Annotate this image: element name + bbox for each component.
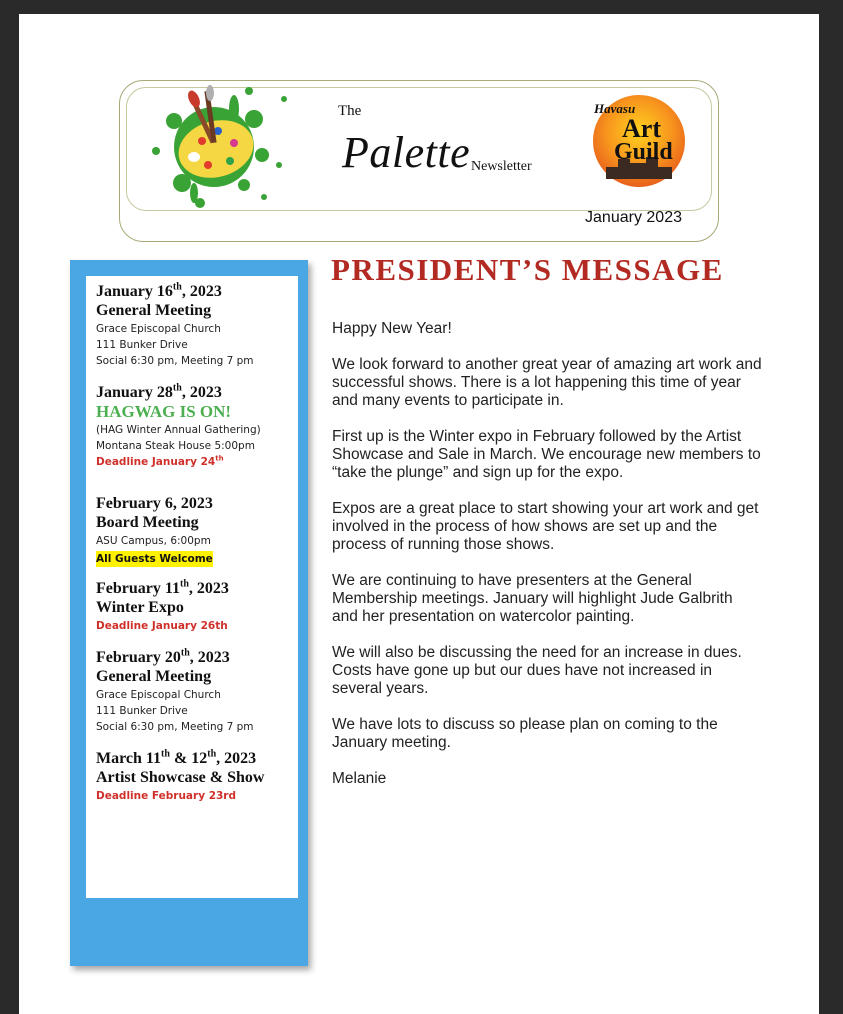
events-sidebar — [70, 260, 308, 966]
event-detail: ASU Campus, 6:00pm — [96, 535, 211, 547]
event-detail: 111 Bunker Drive — [96, 705, 188, 717]
event-deadline: Deadline January 26th — [96, 620, 228, 632]
message-paragraph: We are continuing to have presenters at the General Membership meetings. January will highlight Jude Galbrith and her presentation on watercolor painting. — [332, 572, 733, 625]
event-date: January 28th, 2023 — [96, 382, 222, 401]
events-panel — [86, 276, 298, 898]
newsletter-title: Palette — [342, 128, 471, 177]
event-list — [96, 282, 296, 804]
paint-palette-icon — [134, 85, 294, 215]
message-paragraph: Expos are a great place to start showing your art work and get involved in the process of how shows are set up and the process of running those shows. — [332, 500, 759, 553]
event-detail: (HAG Winter Annual Gathering) — [96, 424, 261, 436]
event-detail: Grace Episcopal Church — [96, 689, 221, 701]
message-paragraph: Happy New Year! — [332, 320, 452, 337]
presidents-message-heading: PRESIDENT’S MESSAGE — [331, 252, 724, 287]
event-title: Board Meeting — [96, 514, 199, 531]
logo-art: Art — [622, 114, 661, 143]
newsletter-subtitle: Newsletter — [471, 159, 532, 174]
masthead-the: The — [338, 103, 362, 119]
event-title: HAGWAG IS ON! — [96, 402, 232, 421]
event-item — [96, 282, 296, 369]
event-date: February 11th, 2023 — [96, 578, 229, 597]
message-signature: Melanie — [332, 770, 387, 787]
guests-welcome-badge: All Guests Welcome — [96, 553, 213, 565]
event-deadline: Deadline January 24th — [96, 454, 224, 468]
event-deadline: Deadline February 23rd — [96, 790, 236, 802]
event-date: March 11th & 12th, 2023 — [96, 748, 257, 767]
event-detail: Montana Steak House 5:00pm — [96, 440, 255, 452]
event-date: February 6, 2023 — [96, 495, 213, 512]
logo-guild: Guild — [614, 139, 673, 165]
message-paragraph: We will also be discussing the need for an increase in dues. Costs have gone up but our dues have not increased in several years. — [332, 644, 742, 697]
event-title: Winter Expo — [96, 599, 184, 616]
event-title: General Meeting — [96, 668, 212, 685]
message-paragraph: First up is the Winter expo in February followed by the Artist Showcase and Sale in March. We encourage new members to “take the plunge” and sign up for the expo. — [332, 428, 761, 481]
event-detail: Grace Episcopal Church — [96, 323, 221, 335]
event-title: General Meeting — [96, 302, 212, 319]
event-item — [96, 494, 296, 567]
event-date: February 20th, 2023 — [96, 647, 230, 666]
event-item — [96, 749, 296, 804]
event-item — [96, 579, 296, 634]
event-detail: 111 Bunker Drive — [96, 339, 188, 351]
event-title: Artist Showcase & Show — [96, 769, 265, 786]
message-paragraph: We have lots to discuss so please plan on coming to the January meeting. — [332, 716, 718, 751]
issue-date: January 2023 — [585, 209, 682, 226]
event-item — [96, 648, 296, 735]
logo-havasu: Havasu — [594, 101, 636, 116]
newsletter-page — [19, 14, 819, 1014]
event-item — [96, 383, 296, 470]
masthead — [119, 80, 719, 242]
presidents-message-body — [332, 320, 762, 806]
havasu-art-guild-logo — [584, 91, 694, 191]
event-date: January 16th, 2023 — [96, 281, 222, 300]
event-detail: Social 6:30 pm, Meeting 7 pm — [96, 721, 254, 733]
message-paragraph: We look forward to another great year of amazing art work and successful shows. There is a lot happening this time of year and many events to participate in. — [332, 356, 762, 409]
event-detail: Social 6:30 pm, Meeting 7 pm — [96, 355, 254, 367]
